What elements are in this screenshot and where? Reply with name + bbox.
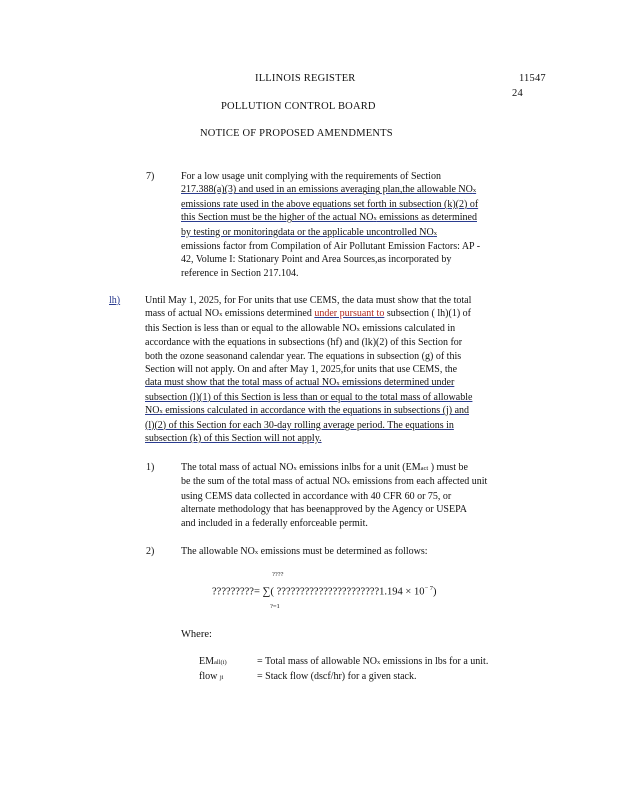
definitions-list [199,655,544,685]
item-lh-line: NOx emissions calculated in accordance with the equations in subsections (j) and [145,405,470,417]
item-2-paragraph [181,545,536,559]
register-title: ILLINOIS REGISTER [255,73,356,84]
item-7-line: 42, Volume I: Stationary Point and Area Sources,as incorporated by [181,254,452,266]
item-lh-line: Section will not apply. On and after May 1, 2025,for units that use CEMS, the [145,364,458,376]
item-7-line: by testing or monitoringdata or the applicable uncontrolled NOx [181,226,437,238]
board-name: POLLUTION CONTROL BOARD [221,101,376,112]
item-lh-paragraph [145,294,538,445]
item-lh-line: (l)(2) of this Section for each 30-day rolling average period. The equations in [145,419,454,431]
item-7-line: For a low usage unit complying with the requirements of Section [181,171,441,182]
formula-exponent: − 7 [424,585,434,592]
definition-row [199,670,544,685]
item-2-number: 2) [146,546,155,557]
formula-close: ) [433,586,437,598]
item-1-number: 1) [146,462,155,473]
formula-upper-limit: ???? [272,571,284,578]
item-lh-line: data must show that the total mass of actual NOx emissions determined under [145,377,455,389]
definition-term: flow ji [199,671,224,682]
item-lh-line: accordance with the equations in subsections (hf) and (lk)(2) of this Section for [145,337,463,349]
item-7-number: 7) [146,171,155,182]
page-number: 11547 [519,73,546,84]
item-1-line: using CEMS data collected in accordance with 40 CFR 60 or 75, or [181,490,452,502]
item-7-paragraph [181,170,538,280]
item-1-line: alternate methodology that has beenapproved by the Agency or USEPA [181,504,467,516]
item-7-line: emissions factor from Compilation of Air Pollutant Emission Factors: AP - [181,241,481,253]
item-7-line: reference in Section 217.104. [181,267,299,279]
item-lh-line: mass of actual NOx emissions determined under pursuant to subsection ( lh)(1) of [145,308,471,320]
definition-term: EMall(i) [199,656,227,667]
item-7-line: 217.388(a)(3) and used in an emissions averaging plan,the allowable NOx [181,184,477,196]
page-sub-number: 24 [512,88,523,99]
formula-body: ??????????????????????1.194 × 10 [274,586,425,598]
item-1-line: be the sum of the total mass of actual NOx emissions from each affected unit [181,476,488,488]
item-lh-line: this Section is less than or equal to the allowable NOx emissions calculated in [145,322,456,334]
where-label: Where: [181,629,212,640]
item-7-line: emissions rate used in the above equations set forth in subsection (k)(2) of [181,198,479,210]
formula-equals: = [253,586,260,598]
item-lh-line: subsection (l)(1) of this Section is less than or equal to the total mass of allowable [145,391,473,403]
formula-lower-limit: ?=1 [270,603,280,610]
item-lh-line: both the ozone seasonand calendar year. The equations in subsection (g) of this [145,350,462,362]
item-2-line: The allowable NOx emissions must be determined as follows: [181,546,428,557]
notice-heading: NOTICE OF PROPOSED AMENDMENTS [200,128,393,139]
definition-text: = Stack flow (dscf/hr) for a given stack. [257,671,417,682]
item-1-paragraph [181,461,536,530]
item-1-line: The total mass of actual NOx emissions inlbs for a unit (EMact ) must be [181,462,468,473]
summation-symbol: ∑( [262,585,275,598]
item-lh-line: Until May 1, 2025, for For units that use CEMS, the data must show that the total [145,295,472,306]
item-lh-line: subsection (k) of this Section will not apply. [145,433,322,445]
definition-text: = Total mass of allowable NOx emissions in lbs for a unit. [257,656,489,667]
formula-lhs: ????????? [212,586,254,598]
definition-row [199,655,544,670]
item-1-line: and included in a federally enforceable permit. [181,517,368,529]
item-7-line: this Section must be the higher of the actual NOx emissions as determined [181,212,477,224]
allowable-emissions-formula [212,585,437,598]
item-lh-number: lh) [109,295,121,306]
